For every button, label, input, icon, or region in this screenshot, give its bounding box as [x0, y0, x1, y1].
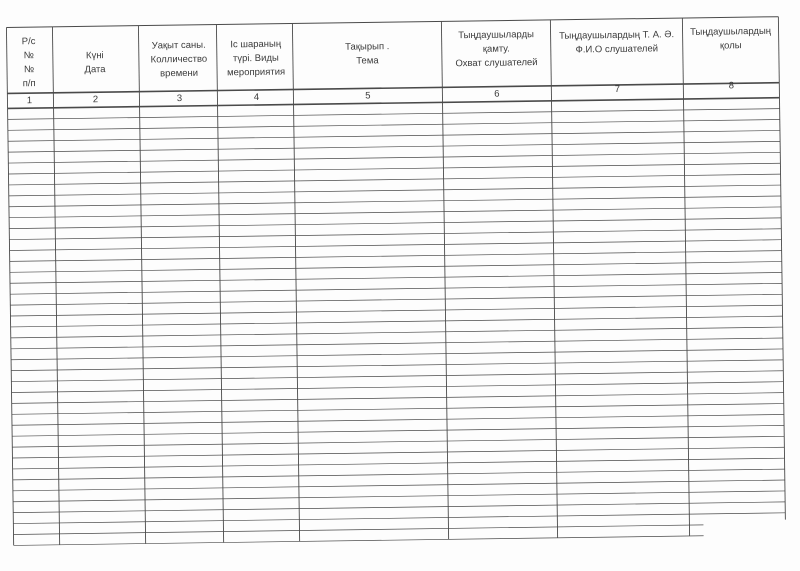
header-cell-row-number	[9, 35, 50, 94]
header-cell-coverage	[444, 28, 550, 83]
table-row	[8, 130, 780, 141]
table-row	[8, 120, 780, 131]
table-row	[9, 229, 781, 240]
column-number-7: 7	[614, 83, 621, 95]
header-cell-signature	[684, 25, 777, 76]
table-row	[11, 371, 783, 382]
table-row	[12, 436, 784, 447]
table-row	[13, 502, 785, 513]
table-row	[13, 491, 785, 502]
table-top-border	[6, 17, 778, 28]
column-number-8: 8	[728, 80, 735, 92]
column-divider	[682, 18, 689, 536]
header-cell-topic	[295, 39, 441, 85]
header-text-event-type: Іс шараның түрі. Виды мероприятия	[226, 38, 286, 79]
column-number-5: 5	[365, 90, 371, 102]
table-row	[13, 513, 785, 524]
table-row	[12, 425, 784, 436]
table-row	[8, 152, 780, 163]
header-text-duration: Уақыт саны. Колличество времени	[150, 39, 208, 80]
table-row	[12, 382, 784, 393]
table-row	[12, 414, 784, 425]
column-divider	[778, 17, 785, 520]
header-cell-event-type	[219, 37, 294, 88]
table-row	[11, 349, 783, 360]
table-row	[14, 525, 704, 535]
table-row	[8, 163, 780, 174]
header-text-coverage: Тыңдаушыларды қамту. Охват слушателей	[455, 29, 538, 70]
column-number-6: 6	[494, 88, 500, 100]
table-row	[12, 404, 784, 415]
table-row	[12, 447, 784, 458]
table-row	[10, 240, 782, 251]
table-row	[11, 316, 783, 327]
table-row	[10, 251, 782, 262]
table-row	[11, 360, 783, 371]
table-row	[14, 536, 704, 546]
table-row	[10, 262, 782, 273]
table-row	[10, 272, 782, 283]
header-cell-duration	[141, 39, 218, 90]
table-row	[13, 458, 785, 469]
header-text-full-name: Тыңдаушылардың Т. А. Ә. Ф.И.О слушателей	[559, 29, 675, 56]
table-row	[12, 393, 784, 404]
table-row	[8, 141, 780, 152]
table-row	[9, 207, 781, 218]
header-text-topic: Тақырып . Тема	[345, 41, 390, 67]
table-row	[8, 109, 780, 120]
header-text-row-number: Р/с № № п/п	[21, 36, 36, 90]
header-text-signature: Тыңдаушылардың қолы	[690, 25, 772, 52]
table-row	[9, 185, 781, 196]
table-row	[11, 327, 783, 338]
table-row	[10, 283, 782, 294]
header-cell-full-name	[553, 28, 682, 80]
table-row	[13, 469, 785, 480]
table-row	[11, 338, 783, 349]
header-text-date: Күні Дата	[84, 50, 106, 76]
table-row	[9, 196, 781, 207]
column-number-2: 2	[92, 94, 99, 106]
column-number-4: 4	[253, 91, 260, 104]
header-cell-date	[55, 49, 136, 90]
column-number-3: 3	[176, 93, 183, 105]
table-row	[9, 174, 781, 185]
table-row	[9, 218, 781, 229]
column-number-1: 1	[26, 95, 33, 107]
table-row	[13, 480, 785, 491]
table-row	[10, 294, 782, 305]
table-row	[10, 305, 782, 316]
